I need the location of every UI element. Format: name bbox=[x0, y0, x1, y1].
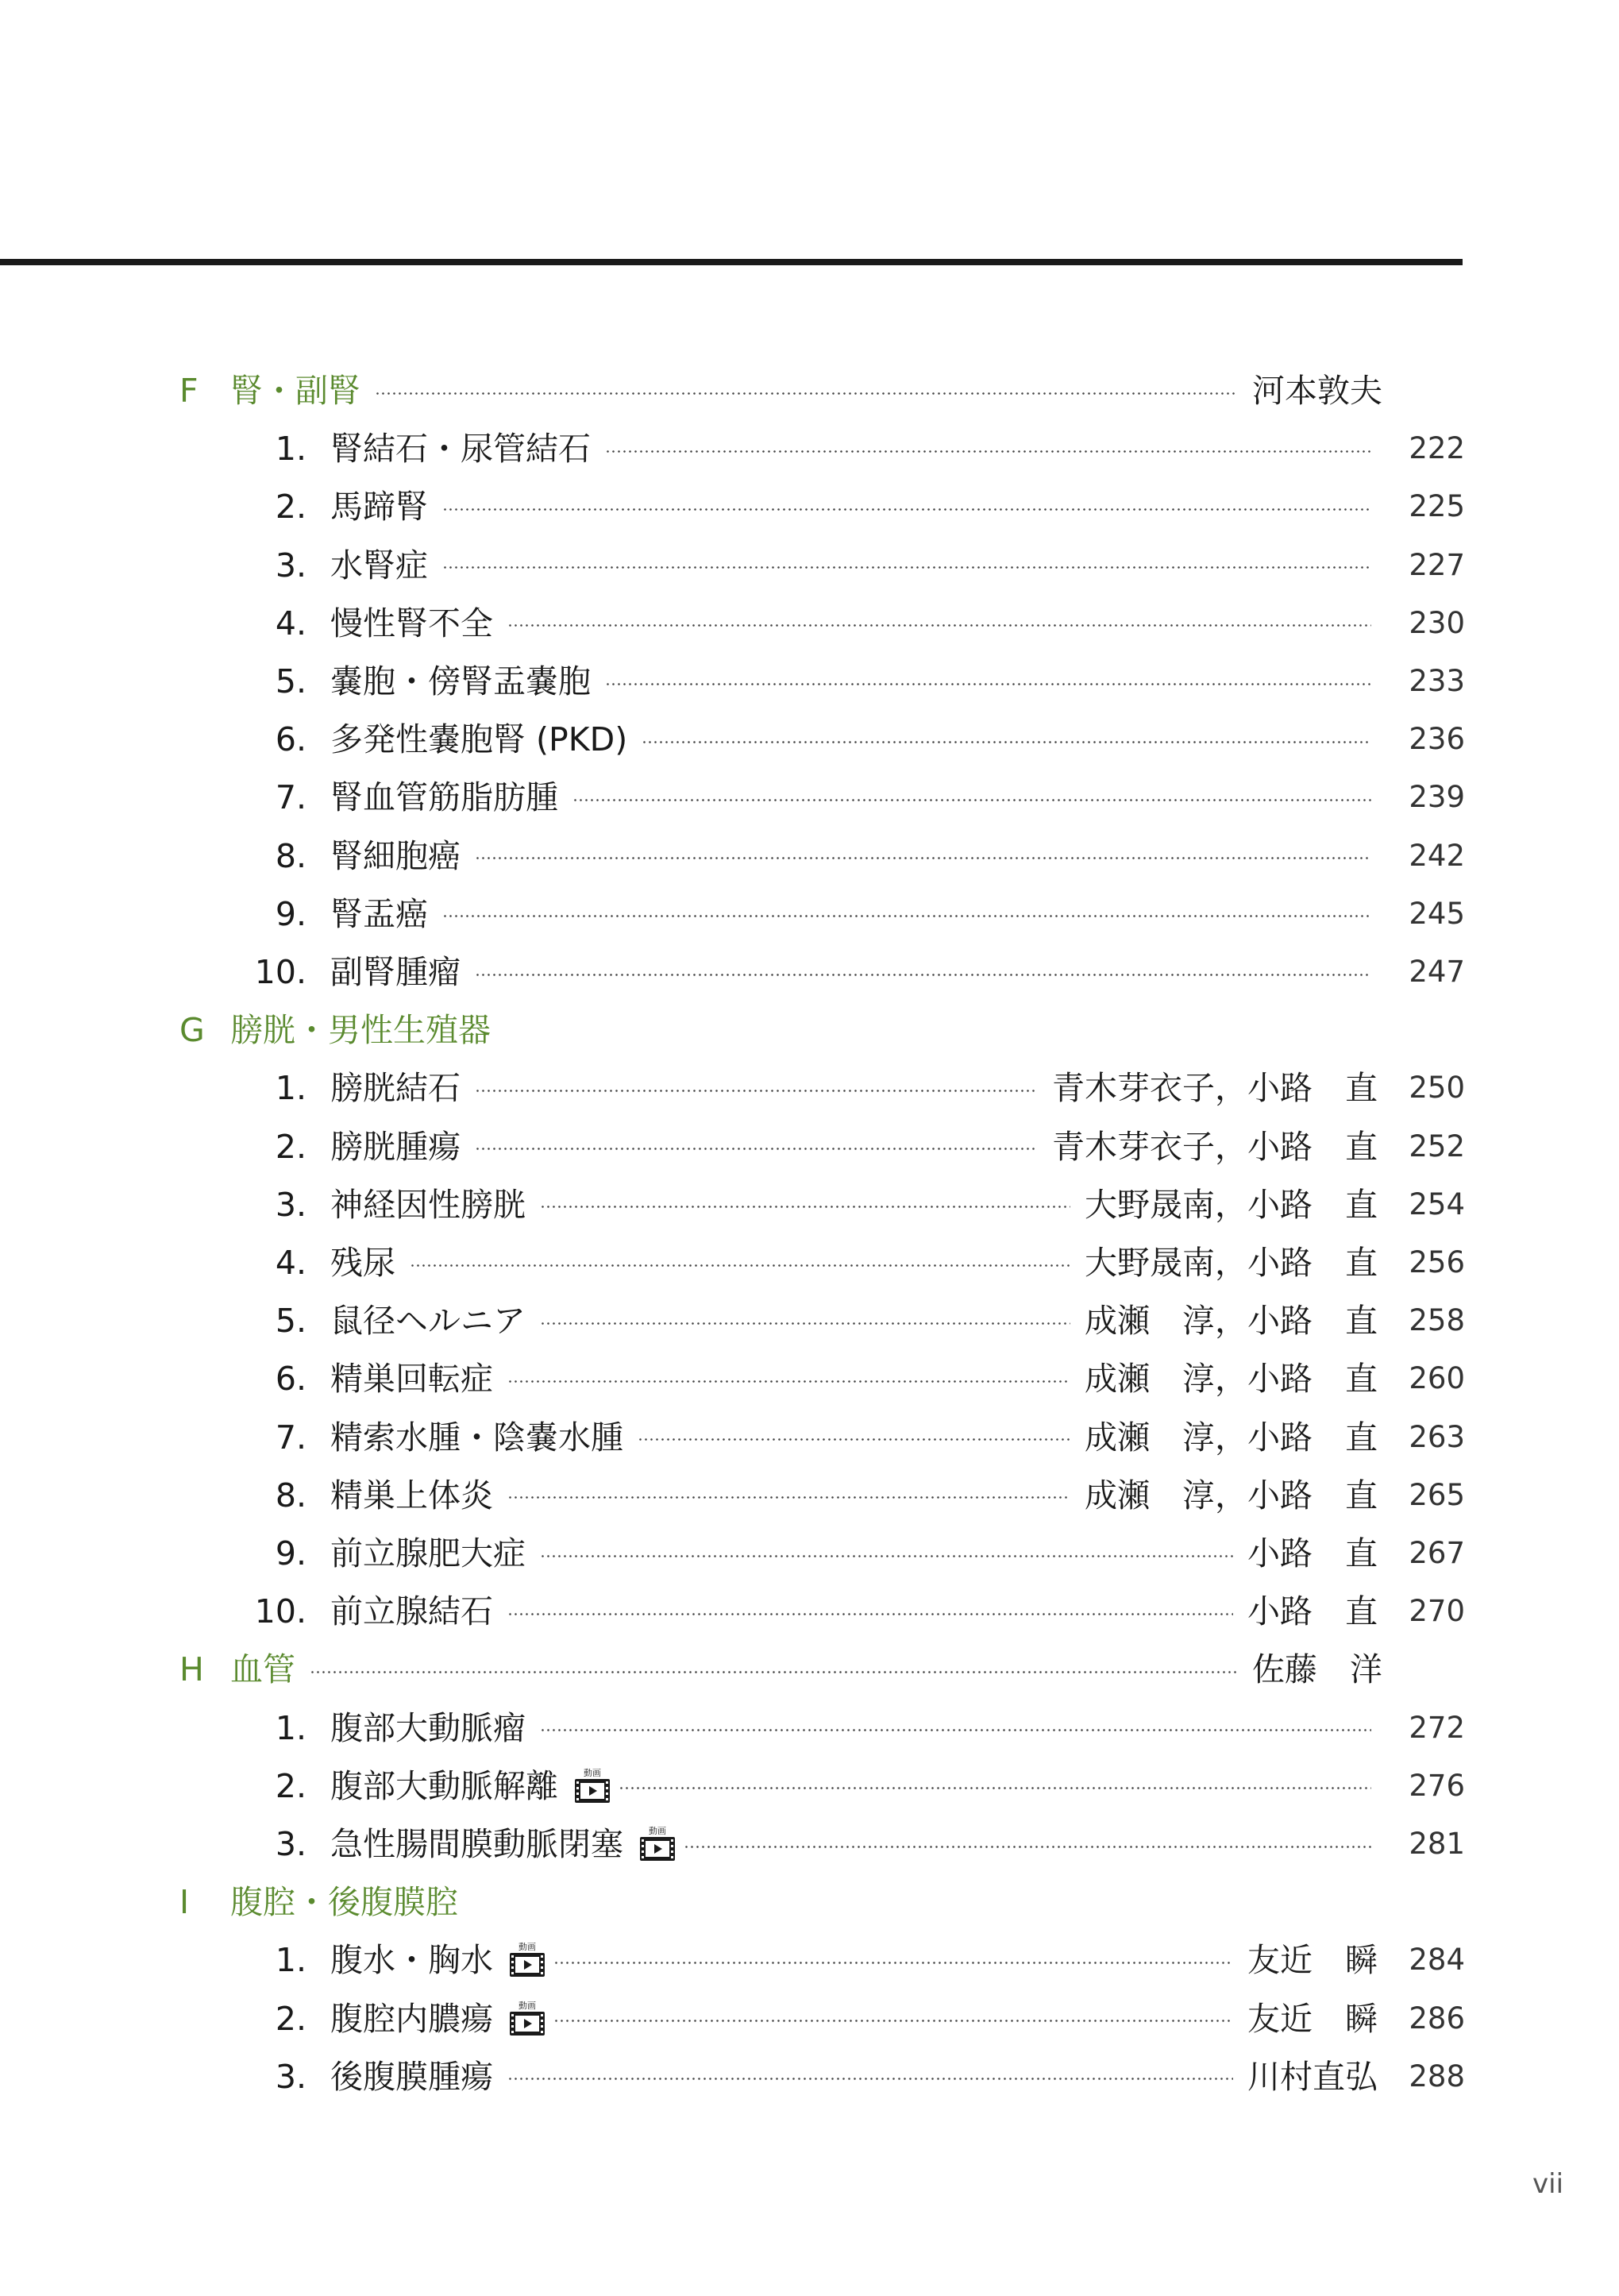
entry-number: 3. bbox=[275, 1185, 306, 1224]
toc-entry[interactable] bbox=[222, 948, 1465, 996]
entry-page: 222 bbox=[1409, 431, 1465, 466]
entry-number: 7. bbox=[275, 1418, 306, 1457]
leader-dots bbox=[553, 2020, 1233, 2022]
entry-title: 腹水・胸水 bbox=[330, 1941, 493, 1980]
entry-page: 272 bbox=[1409, 1710, 1465, 1745]
entry-author: 成瀬 淳，小路 直 bbox=[1085, 1360, 1378, 1399]
entry-page: 245 bbox=[1409, 896, 1465, 931]
toc-entry[interactable] bbox=[222, 1239, 1465, 1287]
section-letter: F bbox=[179, 372, 199, 410]
section-title: 腹腔・後腹膜腔 bbox=[230, 1883, 458, 1922]
leader-dots bbox=[507, 624, 1371, 627]
toc-entry[interactable] bbox=[222, 1181, 1465, 1229]
entry-title: 水腎症 bbox=[330, 546, 428, 585]
toc-entry[interactable] bbox=[222, 1588, 1465, 1635]
video-label: 動画 bbox=[584, 1767, 601, 1778]
entry-title: 膀胱腫瘍 bbox=[330, 1127, 461, 1166]
entry-number: 5. bbox=[275, 1302, 306, 1341]
section-title: 膀胱・男性生殖器 bbox=[230, 1011, 491, 1050]
section-heading[interactable] bbox=[179, 1006, 1382, 1054]
leader-dots bbox=[642, 741, 1371, 743]
leader-dots bbox=[638, 1438, 1070, 1441]
section-author: 佐藤 洋 bbox=[1252, 1650, 1382, 1689]
video-label: 動画 bbox=[518, 2000, 536, 2011]
leader-dots bbox=[572, 799, 1371, 801]
entry-title: 腎盂癌 bbox=[330, 894, 428, 933]
entry-title: 慢性腎不全 bbox=[330, 604, 493, 642]
entry-title: 嚢胞・傍腎盂嚢胞 bbox=[330, 662, 591, 700]
entry-author: 成瀬 淳，小路 直 bbox=[1085, 1476, 1378, 1515]
section-title: 血管 bbox=[230, 1650, 295, 1689]
toc-entry[interactable] bbox=[222, 1762, 1465, 1810]
entry-page: 270 bbox=[1409, 1594, 1465, 1629]
leader-dots bbox=[605, 450, 1371, 453]
entry-number: 7. bbox=[275, 778, 306, 817]
entry-page: 265 bbox=[1409, 1477, 1465, 1512]
toc-entry[interactable] bbox=[222, 1064, 1465, 1112]
entry-author: 青木芽衣子，小路 直 bbox=[1052, 1069, 1378, 1108]
entry-title: 腹腔内膿瘍 bbox=[330, 1999, 493, 2038]
leader-dots bbox=[442, 566, 1371, 569]
entry-title: 残尿 bbox=[330, 1244, 395, 1282]
leader-dots bbox=[684, 1846, 1371, 1848]
toc-entry[interactable] bbox=[222, 2053, 1465, 2101]
video-label: 動画 bbox=[649, 1826, 666, 1836]
leader-dots bbox=[410, 1264, 1070, 1267]
entry-author: 友近 瞬 bbox=[1247, 1941, 1378, 1980]
entry-title: 副腎腫瘤 bbox=[330, 953, 461, 991]
entry-title: 膀胱結石 bbox=[330, 1069, 461, 1108]
toc-entry[interactable] bbox=[222, 890, 1465, 938]
leader-dots bbox=[475, 857, 1371, 859]
entry-page: 286 bbox=[1409, 2001, 1465, 2036]
leader-dots bbox=[540, 1555, 1233, 1557]
leader-dots bbox=[375, 392, 1238, 395]
leader-dots bbox=[619, 1787, 1371, 1789]
entry-number: 4. bbox=[275, 1244, 306, 1282]
entry-page: 281 bbox=[1409, 1827, 1465, 1861]
entry-number: 3. bbox=[275, 2057, 306, 2096]
leader-dots bbox=[507, 1613, 1233, 1615]
entry-author: 小路 直 bbox=[1247, 1592, 1378, 1631]
entry-author: 大野晟南，小路 直 bbox=[1085, 1185, 1378, 1224]
entry-author: 小路 直 bbox=[1247, 1534, 1378, 1572]
entry-author: 成瀬 淳，小路 直 bbox=[1085, 1418, 1378, 1457]
leader-dots bbox=[540, 1322, 1070, 1325]
entry-page: 260 bbox=[1409, 1361, 1465, 1396]
entry-number: 6. bbox=[275, 1360, 306, 1399]
toc-entry[interactable] bbox=[222, 542, 1465, 589]
entry-page: 233 bbox=[1409, 664, 1465, 698]
entry-page: 230 bbox=[1409, 605, 1465, 640]
entry-title: 精巣上体炎 bbox=[330, 1476, 493, 1515]
section-heading[interactable] bbox=[179, 367, 1382, 415]
section-heading[interactable] bbox=[179, 1878, 1382, 1926]
page-number: vii bbox=[1532, 2168, 1564, 2200]
entry-author: 友近 瞬 bbox=[1247, 1999, 1378, 2038]
leader-dots bbox=[507, 2078, 1233, 2080]
entry-number: 1. bbox=[275, 1941, 306, 1980]
entry-page: 256 bbox=[1409, 1245, 1465, 1279]
entry-number: 9. bbox=[275, 1534, 306, 1572]
leader-dots bbox=[540, 1729, 1371, 1731]
entry-page: 247 bbox=[1409, 955, 1465, 989]
leader-dots bbox=[507, 1380, 1070, 1383]
entry-number: 6. bbox=[275, 720, 306, 759]
top-rule bbox=[0, 259, 1463, 265]
entry-number: 4. bbox=[275, 604, 306, 642]
video-icon[interactable] bbox=[638, 1826, 677, 1862]
toc-entry[interactable] bbox=[222, 1820, 1465, 1868]
entry-title: 前立腺肥大症 bbox=[330, 1534, 526, 1572]
toc-entry[interactable] bbox=[222, 832, 1465, 880]
entry-title: 腎結石・尿管結石 bbox=[330, 430, 591, 469]
entry-number: 2. bbox=[275, 488, 306, 527]
toc-entry[interactable] bbox=[222, 425, 1465, 473]
section-letter: G bbox=[179, 1011, 205, 1050]
leader-dots bbox=[310, 1671, 1238, 1673]
entry-page: 284 bbox=[1409, 1943, 1465, 1978]
toc-entry[interactable] bbox=[222, 1530, 1465, 1577]
toc-entry[interactable] bbox=[222, 1472, 1465, 1519]
toc-entry[interactable] bbox=[222, 774, 1465, 821]
toc-entry[interactable] bbox=[222, 1414, 1465, 1461]
toc-entry[interactable] bbox=[222, 1704, 1465, 1752]
entry-title: 精巣回転症 bbox=[330, 1360, 493, 1399]
entry-title: 腹部大動脈瘤 bbox=[330, 1708, 526, 1747]
toc-entry[interactable] bbox=[222, 1995, 1465, 2043]
leader-dots bbox=[475, 1090, 1038, 1092]
section-author: 河本敦夫 bbox=[1252, 372, 1382, 410]
entry-title: 腎血管筋脂肪腫 bbox=[330, 778, 558, 817]
entry-page: 263 bbox=[1409, 1419, 1465, 1454]
entry-page: 267 bbox=[1409, 1536, 1465, 1570]
entry-number: 3. bbox=[275, 1825, 306, 1863]
section-letter: H bbox=[179, 1650, 204, 1689]
toc-entry[interactable] bbox=[222, 1297, 1465, 1345]
leader-dots bbox=[442, 915, 1371, 917]
entry-number: 8. bbox=[275, 1476, 306, 1515]
section-title: 腎・副腎 bbox=[230, 372, 360, 410]
toc-entry[interactable] bbox=[222, 1355, 1465, 1403]
entry-page: 225 bbox=[1409, 489, 1465, 524]
entry-page: 276 bbox=[1409, 1768, 1465, 1803]
video-icon[interactable] bbox=[507, 2001, 547, 2037]
leader-dots bbox=[553, 1962, 1233, 1964]
entry-title: 鼠径ヘルニア bbox=[330, 1302, 526, 1341]
entry-number: 1. bbox=[275, 1069, 306, 1108]
section-heading[interactable] bbox=[179, 1646, 1382, 1693]
entry-title: 多発性嚢胞腎 (PKD) bbox=[330, 720, 628, 759]
toc-entry[interactable] bbox=[222, 1936, 1465, 1984]
entry-title: 後腹膜腫瘍 bbox=[330, 2057, 493, 2096]
entry-title: 腎細胞癌 bbox=[330, 836, 461, 875]
entry-page: 288 bbox=[1409, 2059, 1465, 2093]
section-letter: I bbox=[179, 1883, 190, 1922]
entry-number: 1. bbox=[275, 430, 306, 469]
leader-dots bbox=[475, 974, 1371, 976]
entry-number: 3. bbox=[275, 546, 306, 585]
entry-page: 254 bbox=[1409, 1187, 1465, 1221]
toc-entry[interactable] bbox=[222, 658, 1465, 705]
leader-dots bbox=[507, 1496, 1070, 1499]
entry-author: 青木芽衣子，小路 直 bbox=[1052, 1127, 1378, 1166]
entry-number: 2. bbox=[275, 1766, 306, 1805]
video-icon[interactable] bbox=[572, 1768, 612, 1804]
entry-page: 258 bbox=[1409, 1303, 1465, 1338]
entry-author: 成瀬 淳，小路 直 bbox=[1085, 1302, 1378, 1341]
leader-dots bbox=[540, 1206, 1070, 1208]
leader-dots bbox=[475, 1148, 1038, 1150]
entry-title: 神経因性膀胱 bbox=[330, 1185, 526, 1224]
entry-number: 2. bbox=[275, 1127, 306, 1166]
entry-page: 242 bbox=[1409, 838, 1465, 873]
entry-page: 236 bbox=[1409, 722, 1465, 757]
entry-number: 10. bbox=[254, 1592, 306, 1631]
entry-number: 2. bbox=[275, 1999, 306, 2038]
toc-entry[interactable] bbox=[222, 483, 1465, 531]
entry-number: 8. bbox=[275, 836, 306, 875]
entry-title: 精索水腫・陰嚢水腫 bbox=[330, 1418, 623, 1457]
entry-number: 1. bbox=[275, 1708, 306, 1747]
entry-page: 239 bbox=[1409, 780, 1465, 815]
entry-page: 227 bbox=[1409, 547, 1465, 582]
video-label: 動画 bbox=[518, 1942, 536, 1953]
entry-title: 急性腸間膜動脈閉塞 bbox=[330, 1825, 623, 1863]
entry-title: 腹部大動脈解離 bbox=[330, 1766, 558, 1805]
leader-dots bbox=[442, 508, 1371, 511]
toc-entry[interactable] bbox=[222, 716, 1465, 763]
entry-author: 大野晟南，小路 直 bbox=[1085, 1244, 1378, 1282]
entry-title: 前立腺結石 bbox=[330, 1592, 493, 1631]
entry-page: 250 bbox=[1409, 1071, 1465, 1106]
toc-entry[interactable] bbox=[222, 600, 1465, 647]
entry-number: 5. bbox=[275, 662, 306, 700]
entry-author: 川村直弘 bbox=[1247, 2057, 1378, 2096]
leader-dots bbox=[605, 683, 1371, 685]
toc-entry[interactable] bbox=[222, 1123, 1465, 1171]
video-icon[interactable] bbox=[507, 1942, 547, 1978]
entry-title: 馬蹄腎 bbox=[330, 488, 428, 527]
entry-number: 9. bbox=[275, 894, 306, 933]
entry-page: 252 bbox=[1409, 1129, 1465, 1163]
entry-number: 10. bbox=[254, 953, 306, 991]
